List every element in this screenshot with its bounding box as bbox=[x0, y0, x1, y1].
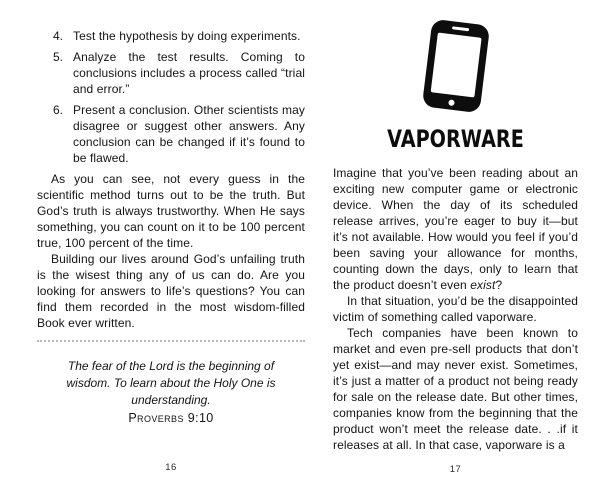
dotted-divider bbox=[37, 340, 305, 342]
list-item bbox=[53, 102, 305, 166]
body-paragraph: In that situation, you’d be the disappointed victim of something called vaporware. bbox=[333, 294, 578, 324]
page-number-left: 16 bbox=[165, 462, 177, 473]
body-paragraph: Building our lives around God’s unfailing truth is the wisest thing any of us can do. Are you looking for answers to life’s questions? You can find them recorded in the most wisdom-filled Book ever written. bbox=[37, 252, 305, 330]
smartphone-home-button bbox=[448, 99, 455, 106]
smartphone-speaker bbox=[451, 26, 468, 31]
list-item-text: Test the hypothesis by doing experiments. bbox=[73, 29, 301, 43]
list-item-number: 5. bbox=[53, 50, 64, 64]
body-paragraph: As you can see, not every guess in the scientific method turns out to be the truth. But God’s truth is always trustworthy. When He says something, you can count on it to be 100 percent true, 100 percent of the time. bbox=[37, 172, 305, 250]
right-page bbox=[333, 18, 578, 488]
paragraph-text: ? bbox=[495, 278, 503, 292]
body-paragraph: Tech companies have been known to market and even pre-sell products that don’t yet exist—and may never exist. Sometimes, it’s just a matter of a product not being ready for sale on the release date. But other times, companies know from the beginning that the product won’t meet the release date. . .if it releases at all. In that case, vaporware is a bbox=[333, 326, 578, 452]
list-item-text: Analyze the test results. Coming to conclusions includes a process called “trial and error.” bbox=[73, 50, 305, 96]
chapter-title: VAPORWARE bbox=[387, 125, 524, 153]
scientific-method-list bbox=[37, 28, 305, 166]
bible-verse-text: The fear of the Lord is the beginning of wisdom. To learn about the Holy One is understanding. bbox=[66, 359, 276, 407]
list-item bbox=[53, 28, 305, 44]
smartphone-screen bbox=[430, 33, 481, 98]
bible-verse-reference: Proverbs 9:10 bbox=[128, 411, 214, 425]
italic-word: exist bbox=[470, 278, 496, 292]
list-item-text: Present a conclusion. Other scientists may disagree or suggest other answers. Any conclusion can be changed if it’s found to be flawed. bbox=[73, 103, 305, 165]
chapter-icon-area bbox=[333, 18, 578, 120]
left-page bbox=[37, 28, 305, 488]
chapter-body bbox=[333, 165, 578, 453]
smartphone-icon bbox=[421, 19, 489, 113]
body-paragraph bbox=[333, 165, 578, 293]
page-number-right: 17 bbox=[449, 464, 462, 475]
list-item-number: 4. bbox=[53, 29, 64, 43]
list-item bbox=[53, 49, 305, 97]
list-item-number: 6. bbox=[53, 103, 64, 117]
paragraph-text: Imagine that you’ve been reading about an exciting new computer game or electronic device. When the day of its scheduled release arrives, you’re eager to buy it—but it’s not available. How would you feel if you’d been saving your allowance for months, counting down the days, only to learn that the product doesn’t even bbox=[333, 166, 578, 292]
